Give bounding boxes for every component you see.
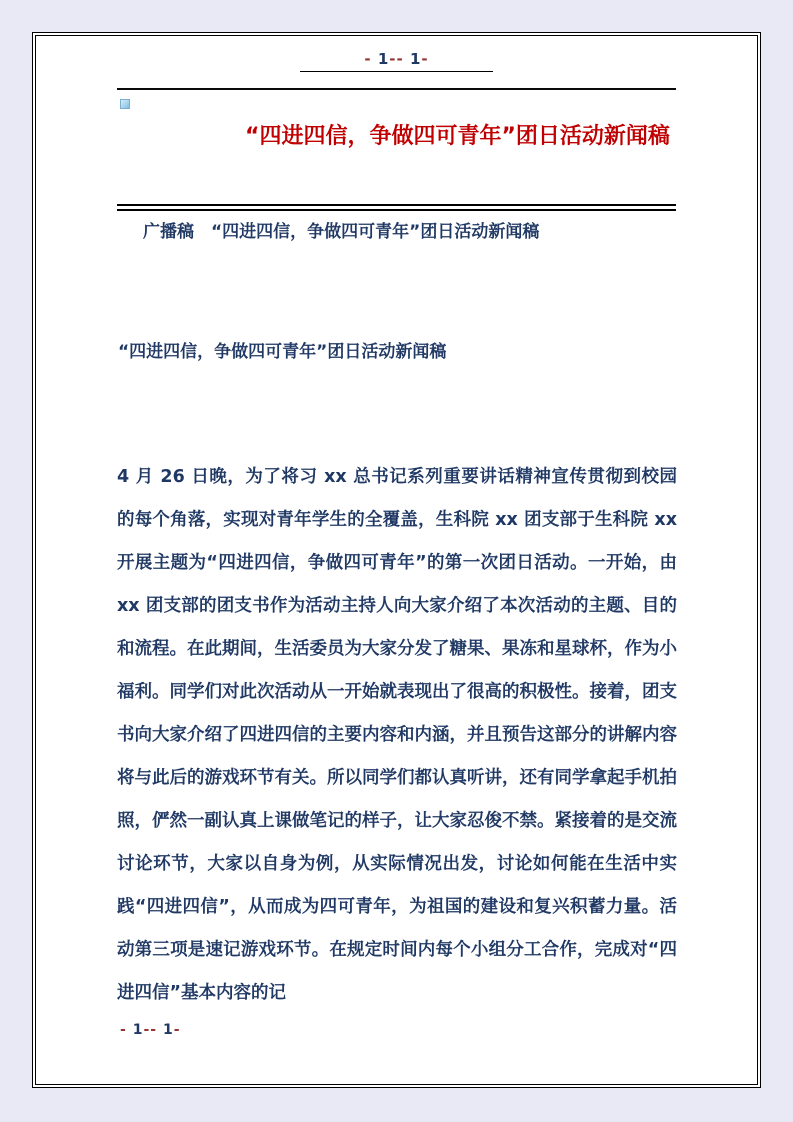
- header-bottom-rule: [117, 88, 676, 90]
- footer-page-number: 1: [132, 1022, 144, 1038]
- header-dash: --: [389, 50, 410, 68]
- title-double-rule: [117, 204, 676, 211]
- footer-page-number: 1: [162, 1022, 174, 1038]
- page-footer: [120, 1022, 181, 1038]
- header-page-number: 1: [409, 50, 422, 68]
- body-paragraph: 4 月 26 日晚，为了将习 xx 总书记系列重要讲话精神宣传贯彻到校园的每个角落，实现对青年学生的全覆盖，生科院 xx 团支部于生科院 xx 开展主题为“四进四信，争做四可青年”的第一次团日活动。一开始，由 xx 团支部的团支书作为活动主持人向大家介绍了本次活动的主题、目的和流程。在此期间，生活委员为大家分发了糖果、果冻和星球杯，作为小福利。同学们对此次活动从一开始就表现出了很高的积极性。接着，团支书向大家介绍了四进四信的主要内容和内涵，并且预告这部分的讲解内容将与此后的游戏环节有关。所以同学们都认真听讲，还有同学拿起手机拍照，俨然一副认真上课做笔记的样子，让大家忍俊不禁。紧接着的是交流讨论环节，大家以自身为例，从实际情况出发，讨论如何能在生活中实践“四进四信”，从而成为四可青年，为祖国的建设和复兴积蓄力量。活动第三项是速记游戏环节。在规定时间内每个小组分工合作，完成对“四进四信”基本内容的记: [117, 467, 677, 1003]
- section-heading: “四进四信，争做四可青年”团日活动新闻稿: [118, 342, 447, 362]
- header-dash: -: [421, 50, 429, 68]
- document-title: “四进四信，争做四可青年”团日活动新闻稿: [245, 124, 670, 149]
- page-header: [0, 50, 793, 72]
- footer-dash: -: [120, 1022, 133, 1038]
- broadcast-script-line: 广播稿 “四进四信，争做四可青年”团日活动新闻稿: [143, 222, 540, 242]
- footer-dash: --: [143, 1022, 163, 1038]
- image-placeholder-icon: [120, 99, 130, 109]
- page-number-header: [300, 50, 492, 72]
- header-page-number: 1: [377, 50, 390, 68]
- footer-dash: -: [173, 1022, 181, 1038]
- header-dash: -: [364, 50, 378, 68]
